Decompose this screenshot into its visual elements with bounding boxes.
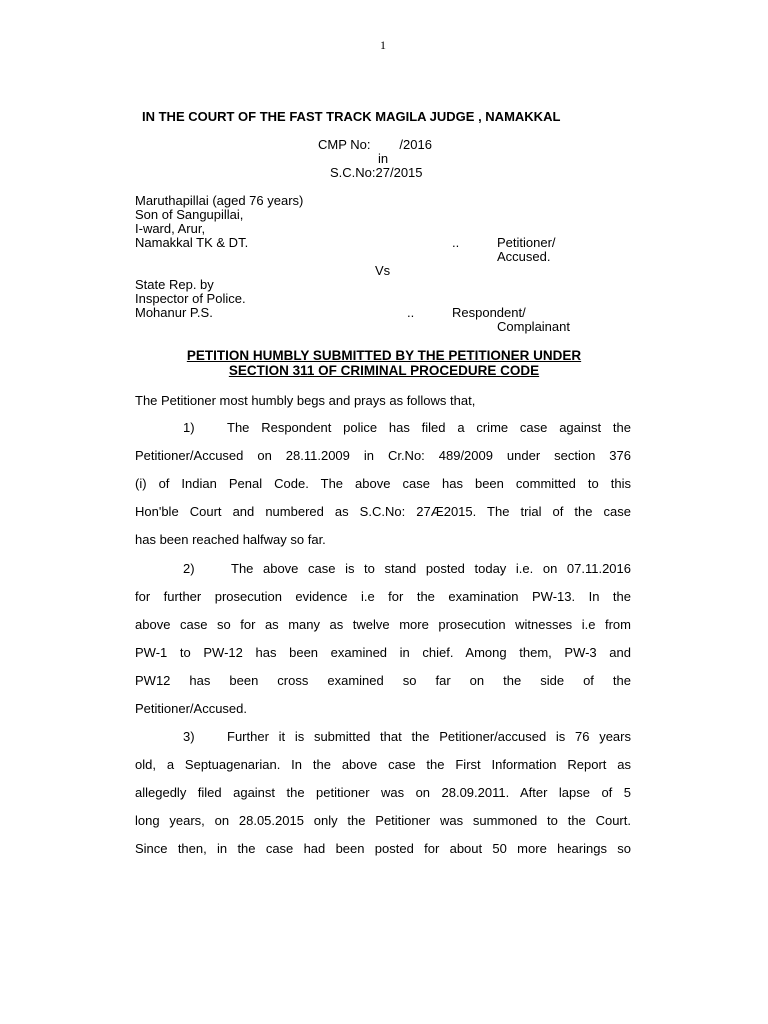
- respondent-line: Mohanur P.S.: [135, 305, 213, 320]
- paragraph-line: old, a Septuagenarian. In the above case the First Information Report as: [135, 757, 631, 772]
- paragraph-number: 2): [183, 561, 195, 576]
- paragraph-line: Further it is submitted that the Petitioner/accused is 76 years: [227, 729, 631, 744]
- paragraph-line: has been reached halfway so far.: [135, 532, 326, 547]
- respondent-role-complainant: Complainant: [497, 319, 570, 334]
- paragraph-line: for further prosecution evidence i.e for the examination PW-13. In the: [135, 589, 631, 604]
- court-title: IN THE COURT OF THE FAST TRACK MAGILA JUDGE , NAMAKKAL: [142, 109, 561, 124]
- paragraph-line: The above case is to stand posted today i.e. on 07.11.2016: [231, 561, 631, 576]
- petitioner-line: Namakkal TK & DT.: [135, 235, 249, 250]
- petition-heading-line2: SECTION 311 OF CRIMINAL PROCEDURE CODE: [228, 363, 540, 378]
- paragraph-line: The Respondent police has filed a crime case against the: [227, 420, 631, 435]
- paragraph-line: PW-1 to PW-12 has been examined in chief. Among them, PW-3 and: [135, 645, 631, 660]
- cmp-number: CMP No: /2016: [318, 137, 432, 152]
- paragraph-line: long years, on 28.05.2015 only the Petitioner was summoned to the Court.: [135, 813, 631, 828]
- petitioner-dots: ..: [452, 235, 460, 250]
- page-number: 1: [380, 38, 386, 52]
- paragraph-line: above case so for as many as twelve more prosecution witnesses i.e from: [135, 617, 631, 632]
- petitioner-line: Son of Sangupillai,: [135, 207, 244, 222]
- petitioner-role: Petitioner/: [497, 235, 556, 250]
- petitioner-line: Maruthapillai (aged 76 years): [135, 193, 304, 208]
- petition-heading-line1: PETITION HUMBLY SUBMITTED BY THE PETITIONER UNDER: [186, 348, 582, 363]
- respondent-line: Inspector of Police.: [135, 291, 246, 306]
- respondent-line: State Rep. by: [135, 277, 214, 292]
- paragraph-line: Petitioner/Accused.: [135, 701, 248, 716]
- petitioner-line: I-ward, Arur,: [135, 221, 206, 236]
- intro-text: The Petitioner most humbly begs and prays as follows that,: [135, 393, 476, 408]
- petitioner-role-accused: Accused.: [497, 249, 551, 264]
- versus: Vs: [375, 263, 391, 278]
- respondent-dots: ..: [407, 305, 415, 320]
- paragraph-number: 1): [183, 420, 195, 435]
- paragraph-line: allegedly filed against the petitioner was on 28.09.2011. After lapse of 5: [135, 785, 631, 800]
- paragraph-line: (i) of Indian Penal Code. The above case has been committed to this: [135, 476, 631, 491]
- paragraph-line: Since then, in the case had been posted for about 50 more hearings so: [135, 841, 631, 856]
- paragraph-line: Hon'ble Court and numbered as S.C.No: 27Æ2015. The trial of the case: [135, 504, 631, 519]
- sc-number: S.C.No:27/2015: [330, 165, 423, 180]
- paragraph-line: Petitioner/Accused on 28.11.2009 in Cr.No: 489/2009 under section 376: [135, 448, 631, 463]
- respondent-role: Respondent/: [452, 305, 526, 320]
- paragraph-number: 3): [183, 729, 195, 744]
- case-in: in: [378, 151, 389, 166]
- paragraph-line: PW12 has been cross examined so far on the side of the: [135, 673, 631, 688]
